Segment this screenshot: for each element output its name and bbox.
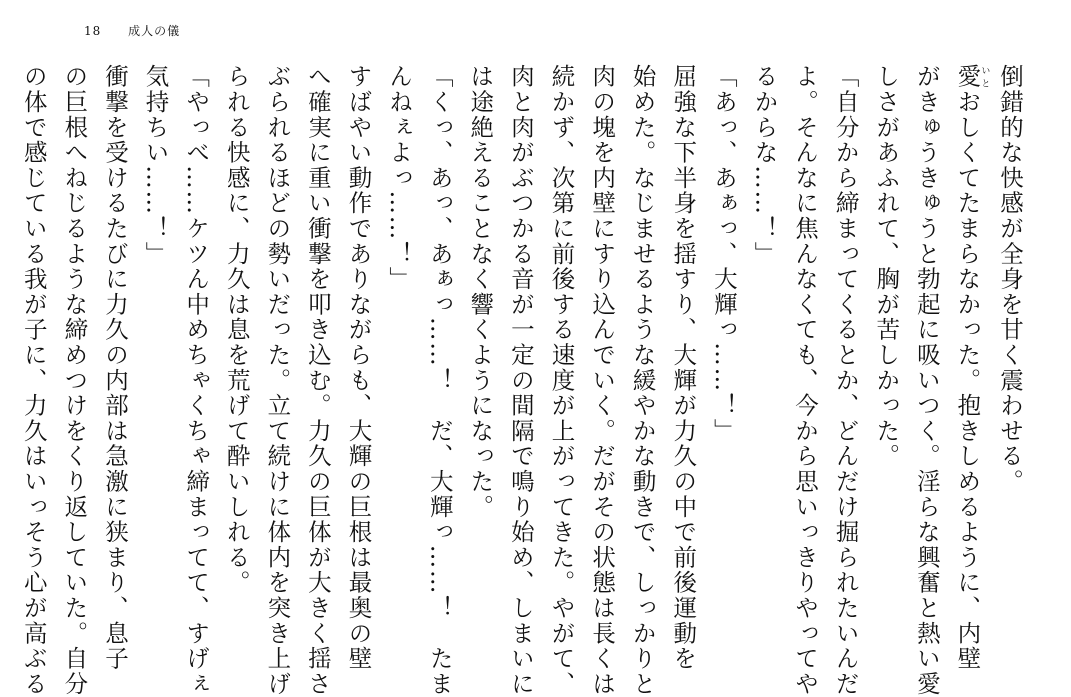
text-line: 気持ちい……！」 <box>141 64 170 267</box>
text-line: の体で感じている我が子に、力久はいっそう心が高ぶる <box>19 64 48 697</box>
text-line: 始めた。なじませるような緩やかな動きで、しっかりと <box>628 64 657 697</box>
chapter-title: 成人の儀 <box>128 24 181 38</box>
text-line: られる快感に、力久は息を荒げて酔いしれる。 <box>222 64 251 596</box>
text-line-rest: おしくてたまらなかった。抱きしめるように、内壁 <box>953 89 982 672</box>
text-line: 肉と肉がぶつかる音が一定の間隔で鳴り始め、しまいに <box>506 64 535 697</box>
text-line: 屈強な下半身を揺すり、大輝が力久の中で前後運動を <box>669 64 698 672</box>
text-line: しさがあふれて、胸が苦しかった。 <box>872 64 901 469</box>
text-line: んねぇよっ……！」 <box>385 64 414 292</box>
text-line: 「くっ、あっ、あぁっ……！ だ、大輝っ……！ たま <box>425 64 454 697</box>
text-line: 衝撃を受けるたびに力久の内部は急激に狭まり、息子 <box>100 64 129 672</box>
text-line: は途絶えることなく響くようになった。 <box>466 64 495 520</box>
text-line <box>947 64 990 672</box>
vertical-body-text <box>19 64 1030 697</box>
text-line: へ確実に重い衝撃を叩き込む。力久の巨体が大きく揺さ <box>303 64 332 697</box>
text-line: ぶられるほどの勢いだった。立て続けに体内を突き上げ <box>263 64 292 697</box>
text-line: 「自分から締まってくるとか、どんだけ掘られたいんだ <box>831 64 860 697</box>
text-line: 「やっべ……ケツん中めちゃくちゃ締まってて、すげぇ <box>182 64 211 697</box>
text-line: よ。そんなに焦んなくても、今から思いっきりやってや <box>791 64 820 697</box>
text-line: 肉の塊を内壁にすり込んでいく。だがその状態は長くは <box>588 64 617 697</box>
running-header <box>84 22 180 39</box>
ruby-reading: いと <box>979 64 990 90</box>
text-line: 続かず、次第に前後する速度が上がってきた。やがて、 <box>547 64 576 697</box>
text-line: 「あっ、あぁっ、大輝っ……！」 <box>709 64 738 444</box>
text-line: がきゅうきゅうと勃起に吸いつく。淫らな興奮と熱い愛 <box>912 64 941 697</box>
ruby-annotated-word <box>953 64 990 90</box>
page-number: 18 <box>84 24 102 38</box>
text-line: 倒錯的な快感が全身を甘く震わせる。 <box>996 64 1024 495</box>
text-line: すばやい動作でありながらも、大輝の巨根は最奥の壁 <box>344 64 373 672</box>
text-line: るからな……！」 <box>750 64 779 267</box>
text-line: の巨根へねじるような締めつけをくり返していた。自分 <box>60 64 89 697</box>
ruby-base: 愛 <box>953 64 982 90</box>
